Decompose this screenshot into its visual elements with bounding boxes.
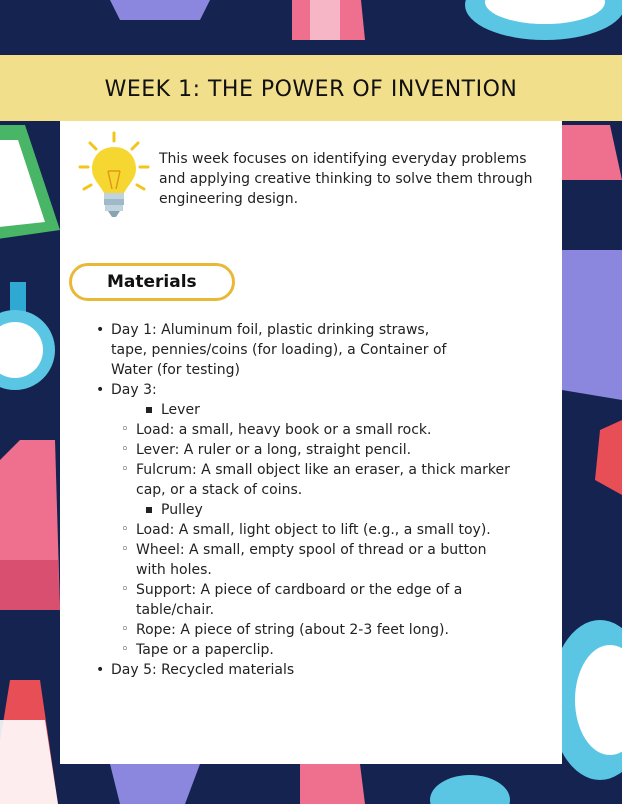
bullet-marker: ◦ [121, 442, 129, 457]
list-item [60, 460, 516, 500]
lightbulb-icon [78, 131, 150, 223]
intro-paragraph: This week focuses on identifying everyday problems and applying creative thinking to solve them through engineering design. [159, 151, 533, 207]
list-item [60, 320, 451, 380]
list-item [60, 540, 516, 580]
content-card [60, 121, 562, 764]
list-item-text: Day 1: Aluminum foil, plastic drinking straws, tape, pennies/coins (for loading), a Container of Water (for testing) [111, 322, 447, 378]
list-item-text: Lever [161, 402, 200, 418]
bullet-marker: ◦ [121, 622, 129, 637]
list-item [60, 640, 516, 660]
materials-list [60, 320, 562, 680]
bullet-marker: ◦ [121, 422, 129, 437]
materials-heading-pill [69, 263, 235, 301]
bullet-marker: ◦ [121, 522, 129, 537]
list-item-text: Day 5: Recycled materials [111, 662, 295, 678]
list-item [60, 400, 562, 420]
bullet-marker: ◦ [121, 582, 129, 597]
title-banner [0, 55, 622, 121]
list-item-text: Rope: A piece of string (about 2-3 feet long). [136, 622, 449, 638]
bullet-marker: ◦ [121, 642, 129, 657]
list-item [60, 520, 516, 540]
list-item [60, 580, 516, 620]
list-item-text: Tape or a paperclip. [136, 642, 274, 658]
bullet-marker: ◦ [121, 542, 129, 557]
list-item [60, 500, 562, 520]
list-item-text: Pulley [161, 502, 203, 518]
bullet-marker [146, 507, 152, 513]
list-item-text: Fulcrum: A small object like an eraser, a thick marker cap, or a stack of coins. [136, 462, 510, 498]
list-item-text: Load: A small, light object to lift (e.g., a small toy). [136, 522, 491, 538]
bullet-marker: • [96, 382, 105, 398]
page-title: WEEK 1: THE POWER OF INVENTION [104, 76, 518, 102]
list-item-text: Day 3: [111, 382, 157, 398]
list-item-text: Wheel: A small, empty spool of thread or a button with holes. [136, 542, 487, 578]
list-item-text: Load: a small, heavy book or a small rock. [136, 422, 432, 438]
bullet-marker: • [96, 322, 105, 338]
list-item [60, 420, 516, 440]
materials-heading: Materials [107, 272, 197, 292]
bullet-marker: • [96, 662, 105, 678]
bullet-marker [146, 407, 152, 413]
list-item-text: Support: A piece of cardboard or the edge of a table/chair. [136, 582, 463, 618]
bullet-marker: ◦ [121, 462, 129, 477]
list-item [60, 660, 451, 680]
list-item [60, 440, 516, 460]
list-item [60, 620, 516, 640]
list-item [60, 380, 451, 400]
list-item-text: Lever: A ruler or a long, straight pencil. [136, 442, 412, 458]
